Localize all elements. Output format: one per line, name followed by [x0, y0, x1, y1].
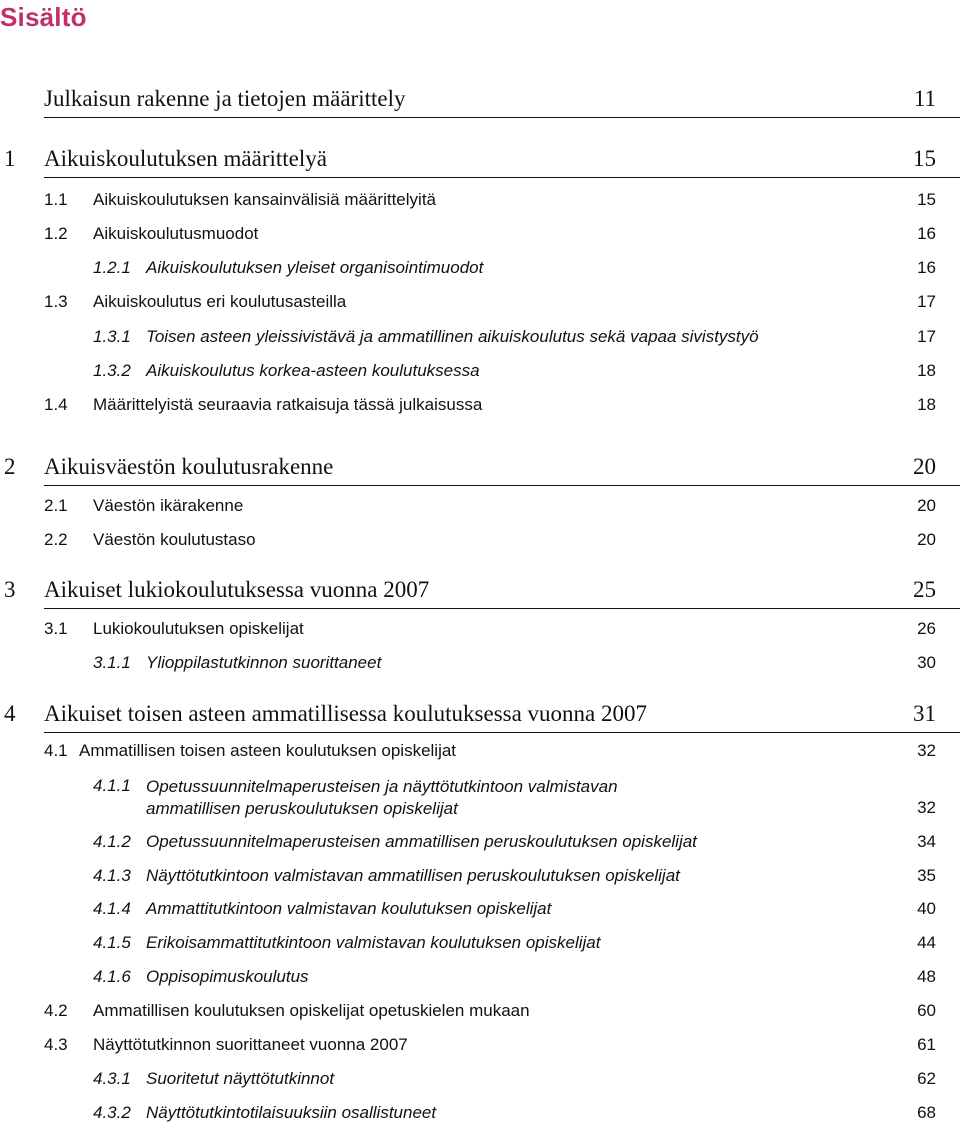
- toc-entry-page-number: 18: [917, 361, 936, 380]
- toc-entry-page-number: 20: [917, 496, 936, 515]
- chapter-underline: [44, 608, 960, 609]
- toc-entry-title: Näyttötutkintotilaisuuksiin osallistuneet: [146, 1103, 437, 1122]
- toc-entry-page-number: 35: [917, 866, 936, 885]
- toc-entry-number: 4.1.5: [93, 933, 131, 952]
- toc-entry-title: Ammattitutkintoon valmistavan koulutuksen opiskelijat: [146, 899, 552, 918]
- chapter-underline: [44, 485, 960, 486]
- toc-entry-title: Toisen asteen yleissivistävä ja ammatillinen aikuiskoulutus sekä vapaa sivistystyö: [146, 327, 759, 346]
- toc-entry-title: Lukiokoulutuksen opiskelijat: [93, 619, 304, 638]
- toc-entry-title: Aikuiset toisen asteen ammatillisessa koulutuksessa vuonna 2007: [44, 701, 648, 726]
- toc-entry-number: 1.2.1: [93, 258, 131, 277]
- toc-entry-title: Oppisopimuskoulutus: [146, 967, 309, 986]
- toc-entry-number: 1.3.2: [93, 361, 131, 380]
- toc-entry-page-number: 61: [917, 1035, 936, 1054]
- toc-entry-page-number: 31: [913, 701, 936, 726]
- toc-entry-number: 4.1: [44, 741, 68, 760]
- toc-entry-title: Väestön ikärakenne: [93, 496, 244, 515]
- toc-entry-title: Ammatillisen koulutuksen opiskelijat opetuskielen mukaan: [93, 1001, 530, 1020]
- toc-entry-page-number: 26: [917, 619, 936, 638]
- toc-entry-page-number: 34: [917, 832, 936, 851]
- chapter-underline: [44, 117, 960, 118]
- toc-entry-number: 4.1.2: [93, 832, 131, 851]
- toc-entry-page-number: 17: [917, 292, 936, 311]
- toc-entry-number: 1: [4, 146, 16, 171]
- toc-entry-page-number: 40: [917, 899, 936, 918]
- toc-entry-number: 4.1.6: [93, 967, 131, 986]
- toc-entry-title: Suoritetut näyttötutkinnot: [146, 1069, 335, 1088]
- toc-entry-page-number: 60: [917, 1001, 936, 1020]
- toc-entry-number: 3: [4, 577, 16, 602]
- toc-entry-page-number: 68: [917, 1103, 936, 1122]
- toc-entry-page-number: 15: [917, 190, 936, 209]
- toc-entry-number: 2.1: [44, 496, 68, 515]
- toc-entry-number: 1.3.1: [93, 327, 131, 346]
- toc-entry-page-number: 11: [913, 86, 936, 111]
- toc-entry-title: Aikuiskoulutuksen määrittelyä: [44, 146, 327, 171]
- toc-entry-page-number: 48: [917, 967, 936, 986]
- toc-entry-page-number: 17: [917, 327, 936, 346]
- toc-entry-number: 4.3.1: [93, 1069, 131, 1088]
- page-title: Sisältö: [0, 2, 87, 32]
- toc-entry-page-number: 62: [917, 1069, 936, 1088]
- toc-entry-page-number: 20: [917, 530, 936, 549]
- toc-entry-number: 3.1.1: [93, 653, 131, 672]
- toc-entry-page-number: 16: [917, 258, 936, 277]
- toc-entry-number: 4.1.3: [93, 866, 131, 885]
- toc-entry-number: 2.2: [44, 530, 68, 549]
- toc-entry-title: Ylioppilastutkinnon suorittaneet: [146, 653, 382, 672]
- toc-entry-title: Aikuiset lukiokoulutuksessa vuonna 2007: [44, 577, 430, 602]
- toc-entry-page-number: 44: [917, 933, 936, 952]
- toc-entry-title: Väestön koulutustaso: [93, 530, 256, 549]
- toc-entry-title: Näyttötutkintoon valmistavan ammatillisen peruskoulutuksen opiskelijat: [146, 866, 680, 885]
- toc-entry-title: Aikuiskoulutus korkea-asteen koulutuksessa: [146, 361, 480, 380]
- toc-entry-number: 4.1.4: [93, 899, 131, 918]
- toc-entry-page-number: 18: [917, 395, 936, 414]
- toc-entry-page-number: 16: [917, 224, 936, 243]
- toc-entry-page-number: 32: [917, 741, 936, 760]
- toc-entry-number: 1.3: [44, 292, 68, 311]
- toc-entry-number: 2: [4, 454, 16, 479]
- toc-entry-page-number: 32: [917, 798, 936, 817]
- toc-entry-title: Aikuiskoulutuksen yleiset organisointimuodot: [146, 258, 484, 277]
- toc-entry-title: Ammatillisen toisen asteen koulutuksen opiskelijat: [79, 741, 457, 760]
- toc-entry-number: 4.3: [44, 1035, 68, 1054]
- toc-entry-number: 3.1: [44, 619, 68, 638]
- toc-entry-title: [146, 776, 618, 820]
- toc-entry-title: Aikuisväestön koulutusrakenne: [44, 454, 334, 479]
- toc-entry-page-number: 15: [913, 146, 936, 171]
- toc-entry-page-number: 30: [917, 653, 936, 672]
- toc-entry-title-line-2: ammatillisen peruskoulutuksen opiskelijat: [146, 799, 458, 818]
- toc-entry-number: 4: [4, 701, 16, 726]
- toc-entry-title-line-1: Opetussuunnitelmaperusteisen ja näyttötutkintoon valmistavan: [146, 777, 618, 796]
- toc-entry-number: 1.1: [44, 190, 68, 209]
- toc-entry-title: Määrittelyistä seuraavia ratkaisuja tässä julkaisussa: [93, 395, 483, 414]
- chapter-underline: [44, 177, 960, 178]
- toc-entry-number: 1.2: [44, 224, 68, 243]
- toc-entry-title: Opetussuunnitelmaperusteisen ammatillisen peruskoulutuksen opiskelijat: [146, 832, 697, 851]
- toc-entry-number: 4.2: [44, 1001, 68, 1020]
- toc-entry-title: Julkaisun rakenne ja tietojen määrittely: [44, 86, 406, 111]
- toc-entry-number: 1.4: [44, 395, 68, 414]
- toc-entry-number: 4.1.1: [93, 776, 131, 795]
- toc-entry-page-number: 20: [913, 454, 936, 479]
- toc-entry-title: Erikoisammattitutkintoon valmistavan koulutuksen opiskelijat: [146, 933, 601, 952]
- toc-entry-title: Aikuiskoulutusmuodot: [93, 224, 259, 243]
- toc-entry-title: Aikuiskoulutus eri koulutusasteilla: [93, 292, 347, 311]
- toc-entry-page-number: 25: [913, 577, 936, 602]
- chapter-underline: [44, 732, 960, 733]
- toc-entry-number: 4.3.2: [93, 1103, 131, 1122]
- toc-entry-title: Aikuiskoulutuksen kansainvälisiä määrittelyitä: [93, 190, 436, 209]
- toc-entry-title: Näyttötutkinnon suorittaneet vuonna 2007: [93, 1035, 408, 1054]
